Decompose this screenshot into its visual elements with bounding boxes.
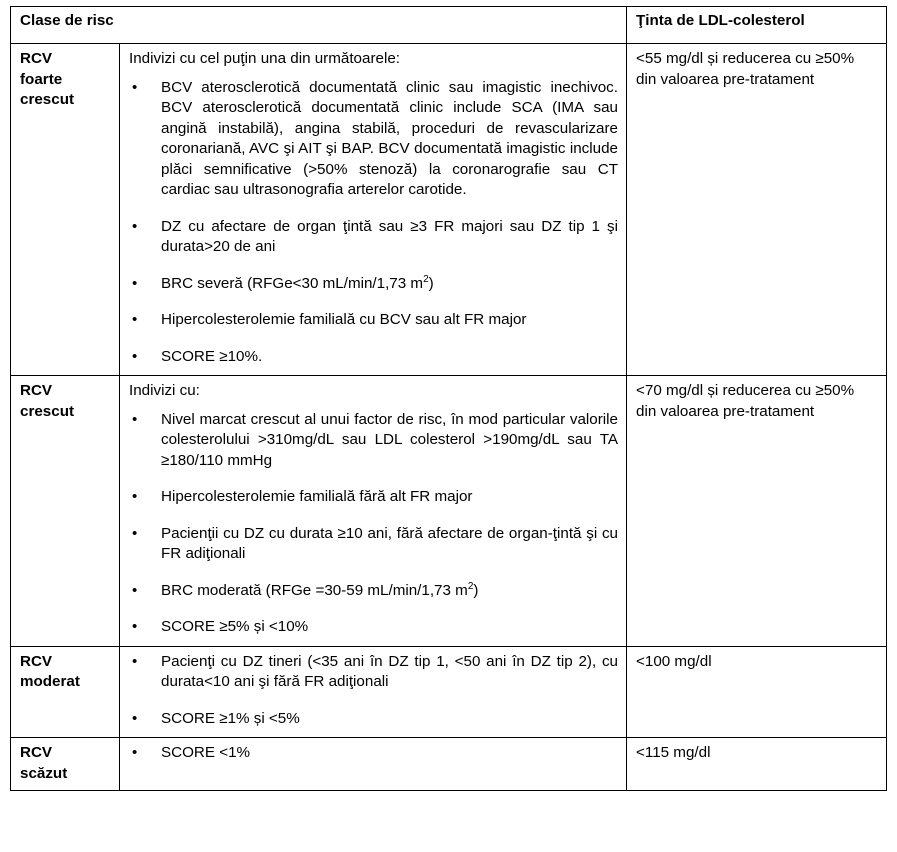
list-item [129,78,618,201]
criteria-cell [120,646,627,738]
ldl-target-cell: <55 mg/dl și reducerea cu ≥50% din valoarea pre-tratament [627,44,887,376]
list-item [129,524,618,565]
bullet-icon: • [132,217,138,235]
criteria-list [129,652,618,730]
criteria-cell [120,44,627,376]
list-item [129,581,618,602]
bullet-icon: • [132,78,138,96]
criterion-text: BRC severă (RFGe<30 mL/min/1,73 m [161,274,424,292]
criteria-cell [120,376,627,647]
bullet-icon: • [132,347,138,365]
table-body [11,44,887,791]
list-item [129,310,618,331]
risk-class-level: scăzut [20,764,68,782]
criterion-text: BCV aterosclerotică documentată clinic sau imagistic inechivoc. BCV aterosclerotică documentată clinic include SCA (IMA sau angină instabilă), angina stabilă, proceduri de revascularizare coronariană, AVC şi AIT şi BAP. BCV documentată imagistic include plăci semnificative (>50% stenoză) la coronarografie sau CT cardiac sau ultrasonografia arterelor carotide. [161,78,618,198]
criterion-suffix: ) [428,274,434,292]
criterion-text: SCORE ≥1% și <5% [161,709,300,727]
ldl-target-cell: <100 mg/dl [627,646,887,738]
list-item [129,217,618,258]
list-item [129,274,618,295]
bullet-icon: • [132,410,138,428]
bullet-icon: • [132,618,138,635]
criterion-text: Pacienţi cu DZ tineri (<35 ani în DZ tip 1, <50 ani în DZ tip 2), cu durata<10 ani şi fără FR adiţionali [161,652,618,690]
risk-class-label: RCV [20,50,53,67]
bullet-icon: • [132,581,138,599]
criteria-list [129,410,618,638]
header-risk-class: Clase de risc [11,7,627,44]
criterion-text: Hipercolesterolemie familială cu BCV sau alt FR major [161,311,527,328]
ldl-target-cell: <115 mg/dl [627,738,887,791]
criterion-text: Nivel marcat crescut al unui factor de risc, în mod particular valorile colesterolului >310mg/dL sau LDL colesterol >190mg/dL sau TA ≥180/110 mmHg [161,410,618,469]
criterion-text: SCORE ≥10%. [161,347,263,365]
criterion-text: SCORE ≥5% și <10% [161,618,309,635]
superscript: 2 [467,580,474,592]
criterion-text: BRC moderată (RFGe =30-59 mL/min/1,73 m [161,581,468,599]
table-row [11,44,887,376]
table-row [11,376,887,647]
criteria-cell [120,738,627,791]
risk-class-level: foarte crescut [20,70,75,108]
criterion-text: DZ cu afectare de organ ţintă sau ≥3 FR majori sau DZ tip 1 şi durata>20 de ani [161,217,618,255]
list-item [129,652,618,693]
criteria-list [129,78,618,368]
criteria-intro: Indivizi cu cel puţin una din următoarele: [129,50,400,67]
criterion-text: Hipercolesterolemie familială fără alt FR major [161,488,473,505]
list-item [129,709,618,730]
bullet-icon: • [132,311,138,328]
superscript: 2 [423,273,429,285]
risk-class-label: RCV [20,382,53,399]
risk-class-label: RCV [20,652,53,670]
bullet-icon: • [132,524,138,542]
list-item [129,347,618,368]
bullet-icon: • [132,744,138,761]
bullet-icon: • [132,652,138,670]
criterion-text: SCORE <1% [161,744,251,761]
risk-class-cell [11,44,120,376]
criteria-intro: Indivizi cu: [129,382,200,399]
header-row [11,7,887,44]
bullet-icon: • [132,274,138,292]
ldl-target-cell: <70 mg/dl și reducerea cu ≥50% din valoarea pre-tratament [627,376,887,647]
risk-class-label: RCV [20,744,53,761]
ldl-target-table [10,6,887,791]
risk-class-cell [11,376,120,647]
risk-class-level: moderat [20,673,80,690]
list-item [129,617,618,638]
criterion-suffix: ) [473,581,479,599]
list-item [129,487,618,508]
list-item [129,410,618,472]
list-item [129,743,618,764]
bullet-icon: • [132,709,138,727]
criterion-text: Pacienţii cu DZ cu durata ≥10 ani, fără afectare de organ-ţintă şi cu FR adiţionali [161,524,618,562]
header-ldl-target: Ţinta de LDL-colesterol [627,7,887,44]
risk-class-cell [11,738,120,791]
risk-class-cell [11,646,120,738]
criteria-list [129,743,618,764]
table-row [11,738,887,791]
bullet-icon: • [132,488,138,505]
risk-class-level: crescut [20,402,75,420]
table-row [11,646,887,738]
